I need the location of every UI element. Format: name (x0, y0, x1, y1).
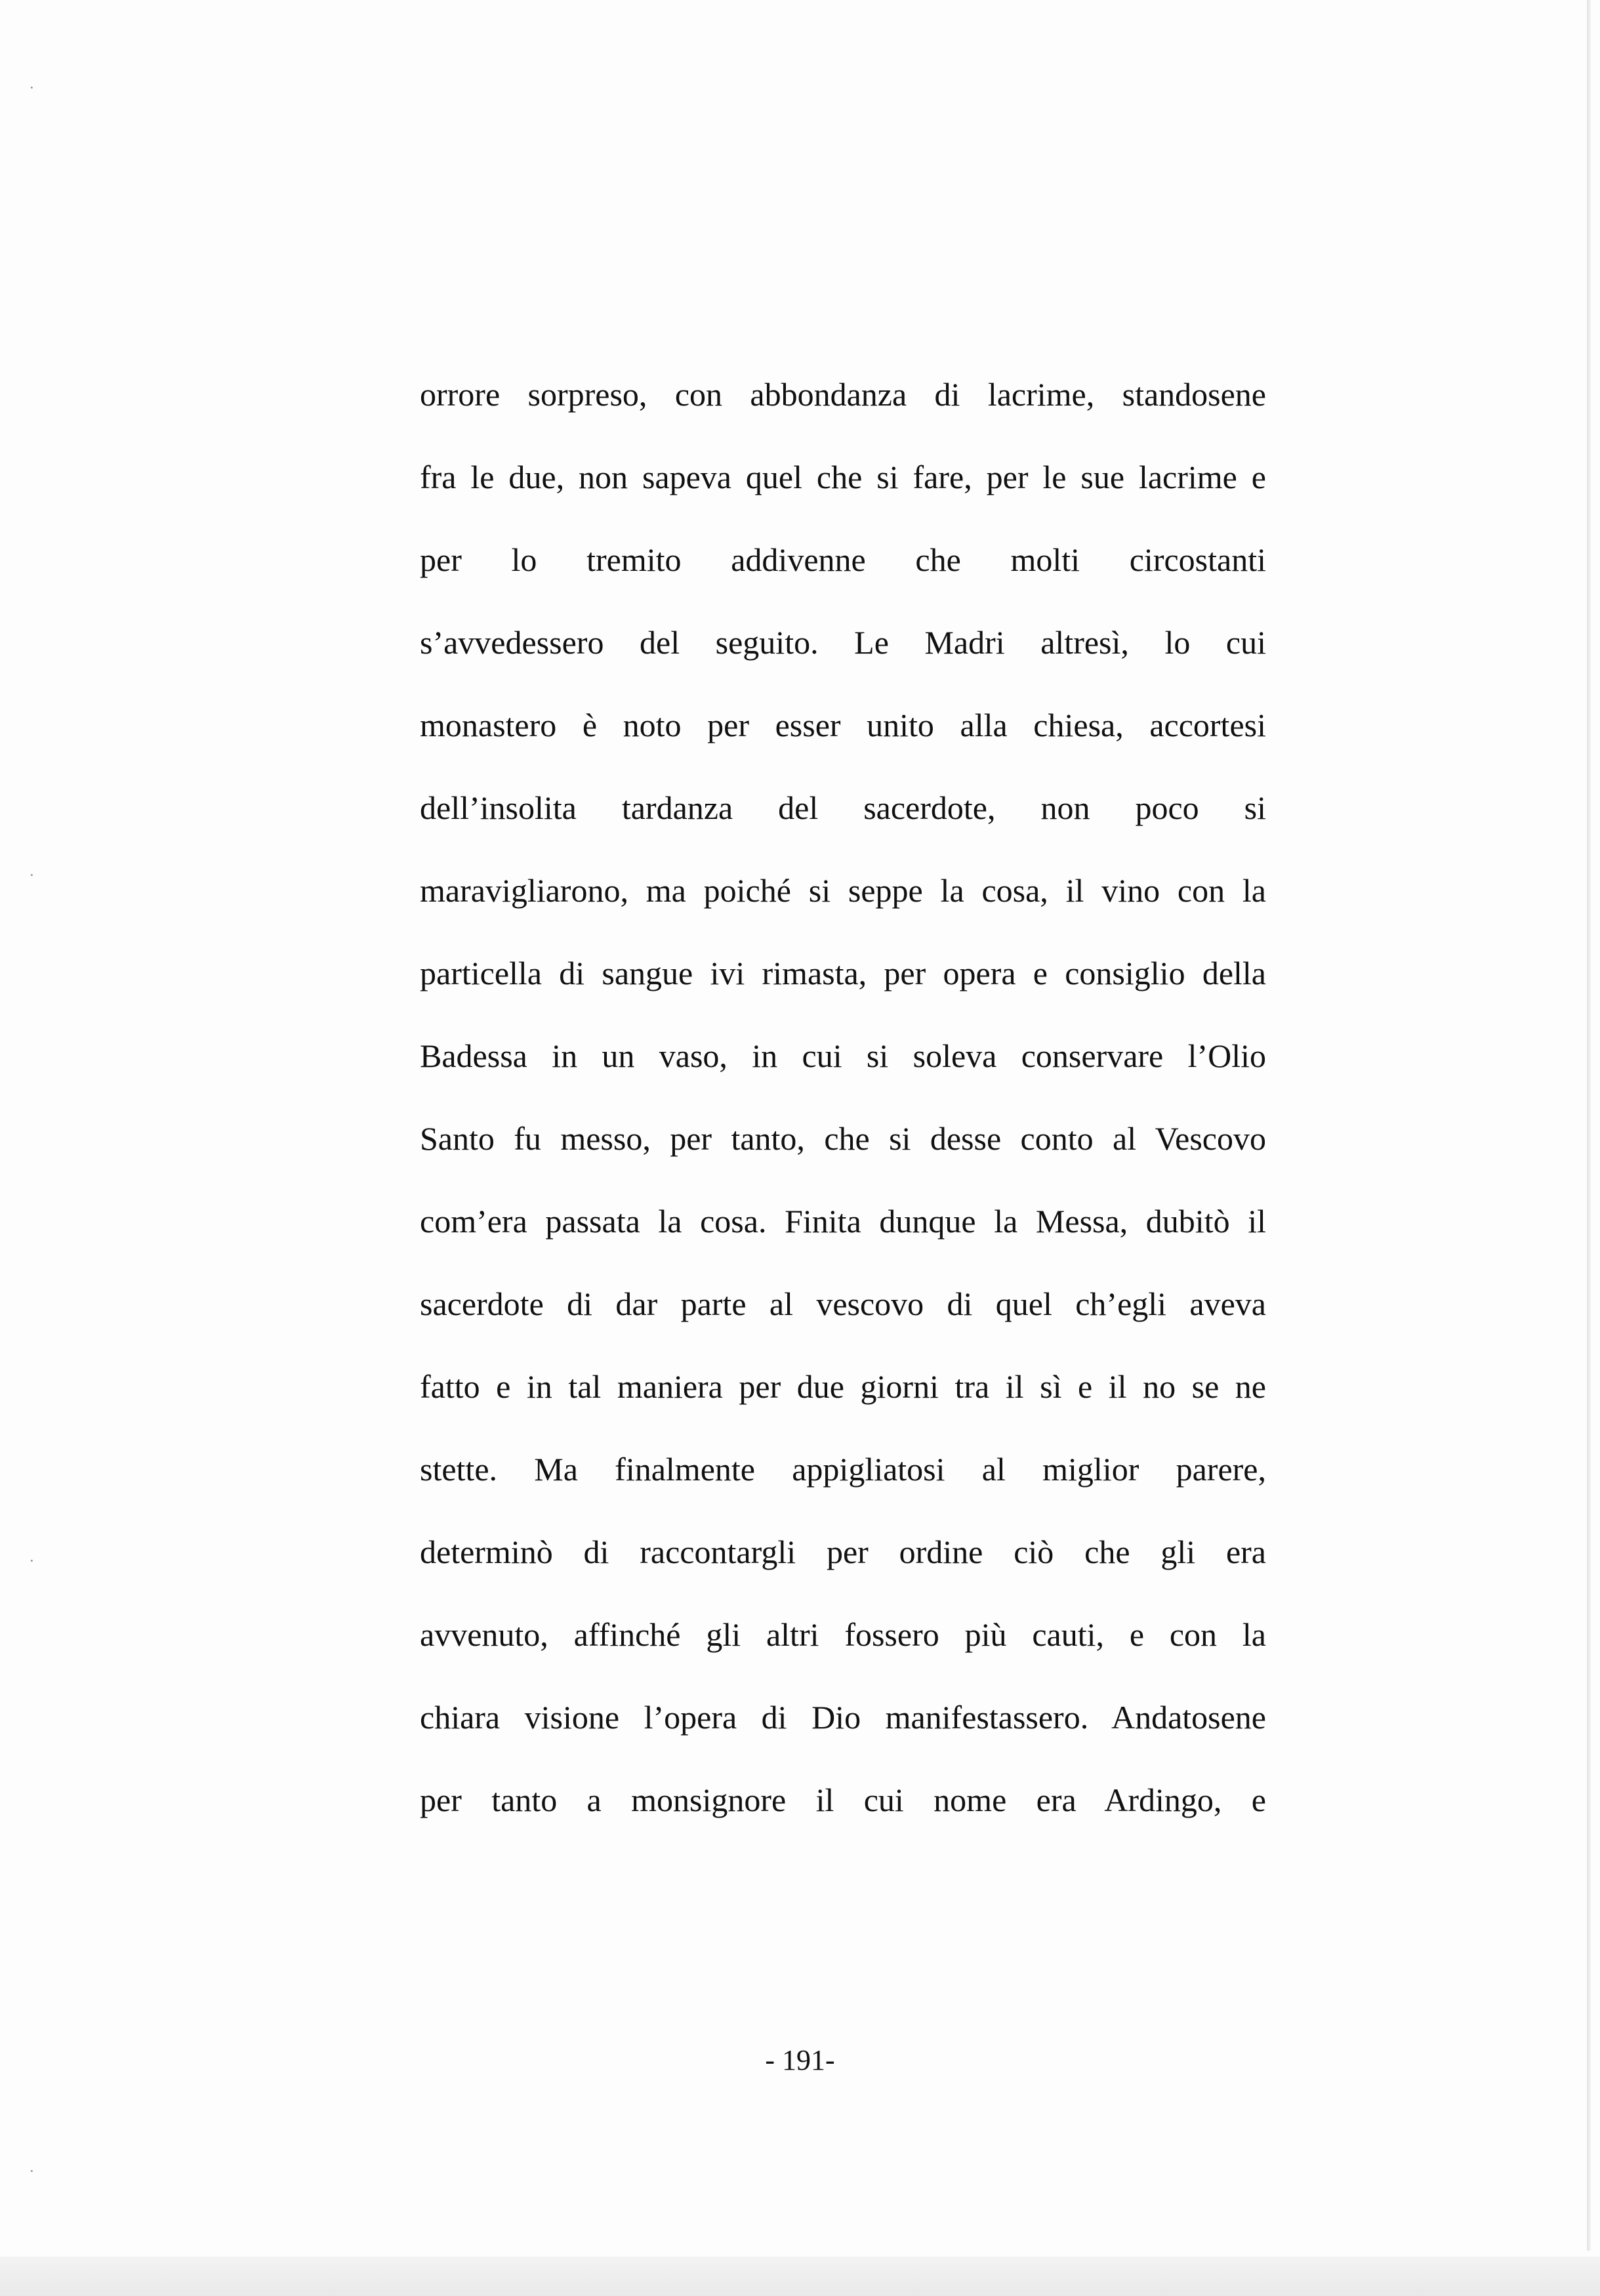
text-line: chiara visione l’opera di Dio manifestassero. Andatosene (420, 1699, 1266, 1736)
body-text (420, 371, 1266, 1859)
page-number: - 191- (765, 2044, 835, 2076)
page-edge-bottom (0, 2257, 1600, 2296)
text-line: s’avvedessero del seguito. Le Madri altresì, lo cui (420, 624, 1266, 661)
text-line: stette. Ma finalmente appigliatosi al miglior parere, (420, 1451, 1266, 1488)
text-line: per lo tremito addivenne che molti circostanti (420, 541, 1266, 578)
text-line: avvenuto, affinché gli altri fossero più cauti, e con la (420, 1616, 1266, 1653)
text-line: maravigliarono, ma poiché si seppe la cosa, il vino con la (420, 872, 1266, 909)
text-line: particella di sangue ivi rimasta, per opera e consiglio della (420, 955, 1266, 991)
scan-speck: · (29, 1551, 35, 1570)
text-line: determinò di raccontargli per ordine ciò che gli era (420, 1534, 1266, 1570)
text-line: fatto e in tal maniera per due giorni tra il sì e il no se ne (420, 1368, 1266, 1405)
text-line: Santo fu messo, per tanto, che si desse conto al Vescovo (420, 1120, 1266, 1157)
scan-speck: · (29, 2161, 35, 2181)
scan-speck: · (29, 78, 35, 97)
text-line: Badessa in un vaso, in cui si soleva conservare l’Olio (420, 1037, 1266, 1074)
text-line: monastero è noto per esser unito alla chiesa, accortesi (420, 707, 1266, 743)
page-edge-right (1587, 0, 1591, 2251)
text-line: dell’insolita tardanza del sacerdote, non poco si (420, 789, 1266, 826)
text-line: sacerdote di dar parte al vescovo di quel ch’egli aveva (420, 1285, 1266, 1322)
text-line: per tanto a monsignore il cui nome era Ardingo, e (420, 1782, 1266, 1818)
text-line: orrore sorpreso, con abbondanza di lacrime, standosene (420, 376, 1266, 413)
text-line: fra le due, non sapeva quel che si fare, per le sue lacrime e (420, 459, 1266, 495)
text-line: com’era passata la cosa. Finita dunque la Messa, dubitò il (420, 1203, 1266, 1240)
scan-speck: · (29, 866, 35, 885)
